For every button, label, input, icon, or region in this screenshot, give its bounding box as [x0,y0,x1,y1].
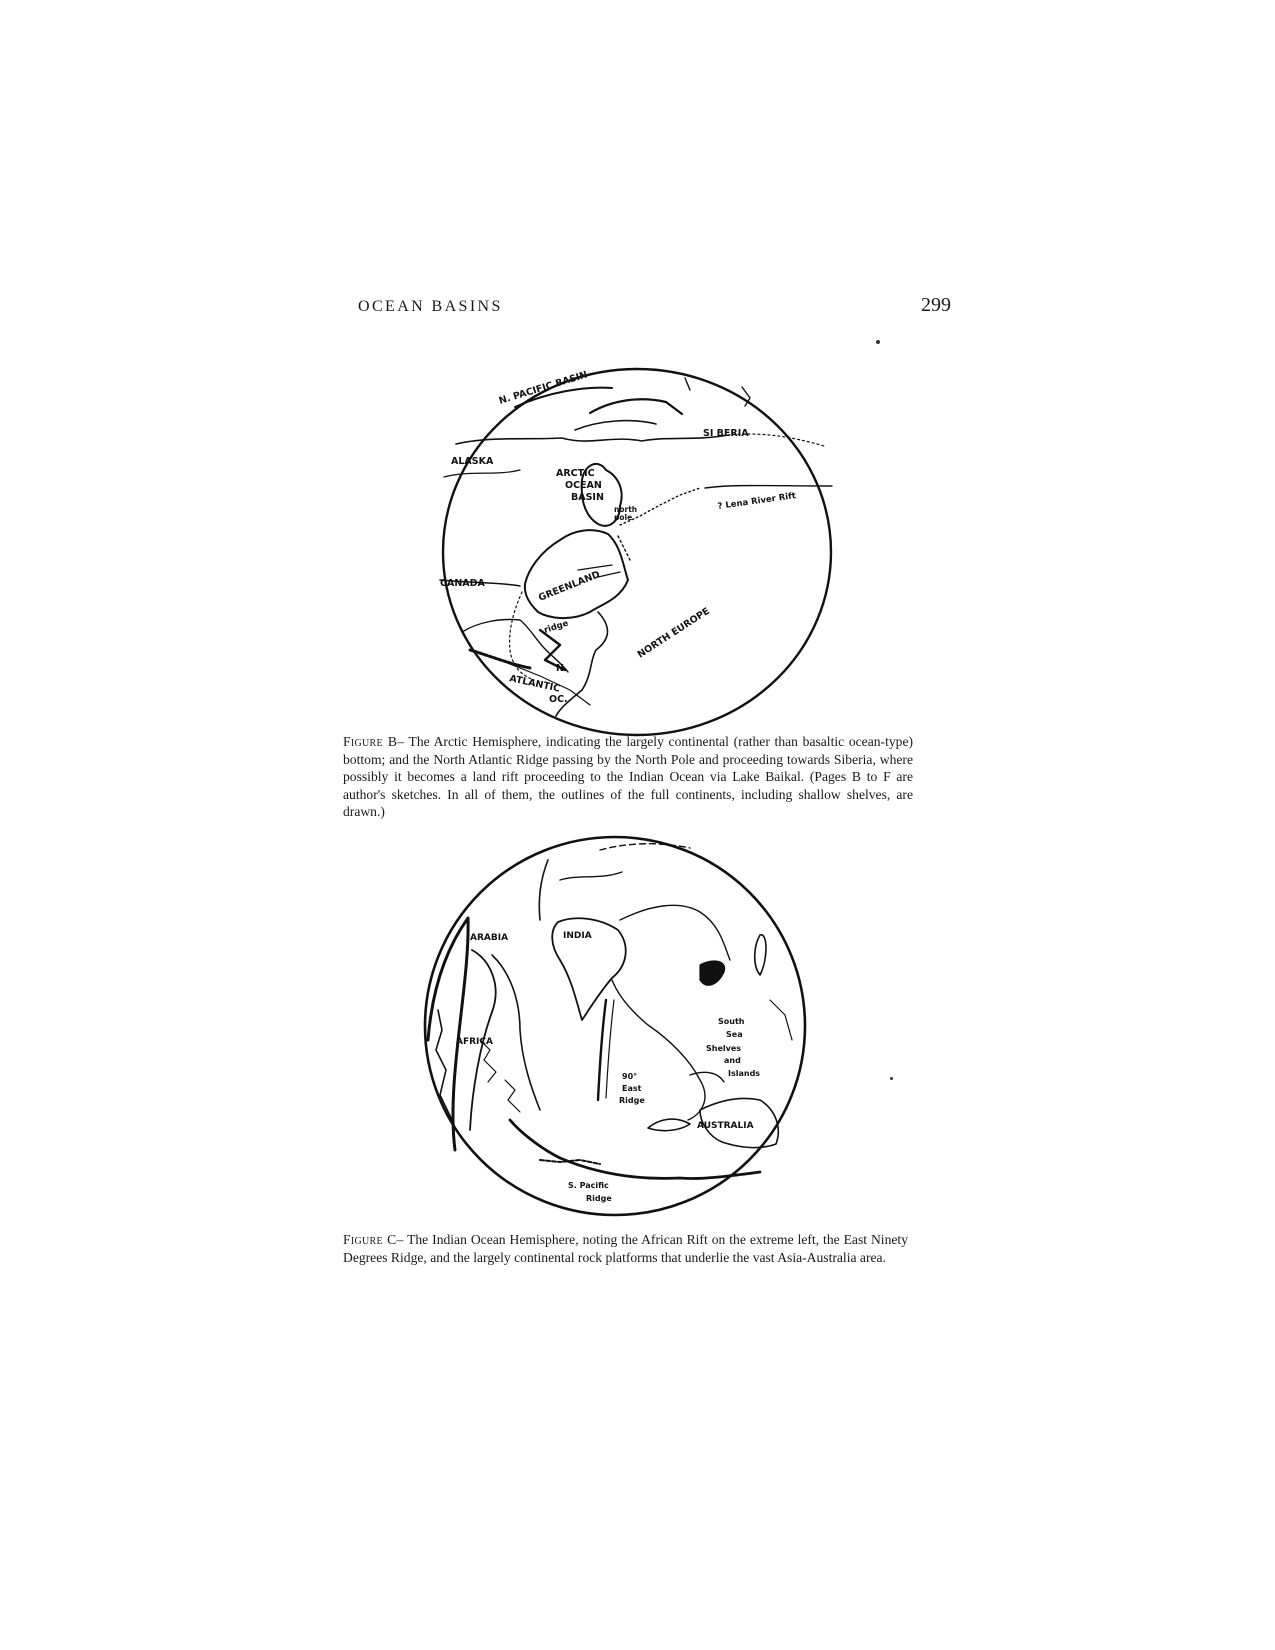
figure-c-caption-text: – The Indian Ocean Hemisphere, noting the African Rift on the extreme left, the East Ninety Degrees Ridge, and the largely continental rock platforms that underlie the vast Asia-Australia area. [343,1232,908,1265]
label-south-sea-1: South [718,1017,745,1026]
label-ninety-east-1: 90° [622,1072,638,1081]
label-n-atlantic-2: ATLANTIC [508,673,561,695]
label-alaska: ALASKA [451,456,494,467]
label-south-sea-3: Shelves [706,1044,742,1053]
label-north-europe: NORTH EUROPE [635,605,712,661]
figure-b-caption-tag: Figure B [343,734,398,749]
label-s-pacific-1: S. Pacific [568,1181,609,1190]
label-n-atlantic-1: N. [556,663,568,674]
label-n-pacific-basin: N. PACIFIC BASIN [497,369,589,407]
label-africa: AFRICA [456,1037,493,1047]
label-arctic-2: OCEAN [565,480,602,491]
label-south-sea-2: Sea [726,1030,743,1039]
figure-b-arctic-map [430,355,870,745]
label-arabia: ARABIA [470,933,509,943]
ink-speck [890,1077,893,1080]
figure-c-indian-ocean-map [420,832,810,1222]
label-north-pole-2: pole [614,513,633,522]
label-greenland: GREENLAND [537,569,602,604]
label-north-pole-1: north [614,505,638,514]
label-arctic-1: ARCTIC [556,468,595,479]
figure-b-caption [343,733,913,821]
label-ridge: ridge [542,618,570,636]
figure-c-caption [343,1231,908,1266]
running-head: OCEAN BASINS [358,298,503,315]
label-south-sea-4: and [724,1056,741,1065]
label-canada: CANADA [440,578,485,589]
ink-speck [876,340,880,344]
label-ninety-east-2: East [622,1084,642,1093]
figure-b-caption-text: – The Arctic Hemisphere, indicating the largely continental (rather than basaltic ocean-type) bottom; and the North Atlantic Ridge passing by the North Pole and proceeding towards Siberia, where possibly it becomes a land rift proceeding to the Indian Ocean via Lake Baikal. (Pages B to F are author's sketches. In all of them, the outlines of the full continents, including shallow shelves, are drawn.) [343,734,914,820]
label-n-atlantic-3: OC. [549,694,568,705]
label-india: INDIA [563,931,592,941]
figure-c-caption-tag: Figure C [343,1232,397,1247]
label-arctic-3: BASIN [571,492,604,503]
label-south-sea-5: Islands [728,1069,761,1078]
label-s-pacific-2: Ridge [586,1194,612,1203]
page-number: 299 [921,294,951,316]
label-siberia: SI BERIA [703,428,749,439]
label-ninety-east-3: Ridge [619,1096,645,1105]
label-australia: AUSTRALIA [697,1121,754,1131]
label-lena-river-rift: ? Lena River Rift [717,491,797,512]
